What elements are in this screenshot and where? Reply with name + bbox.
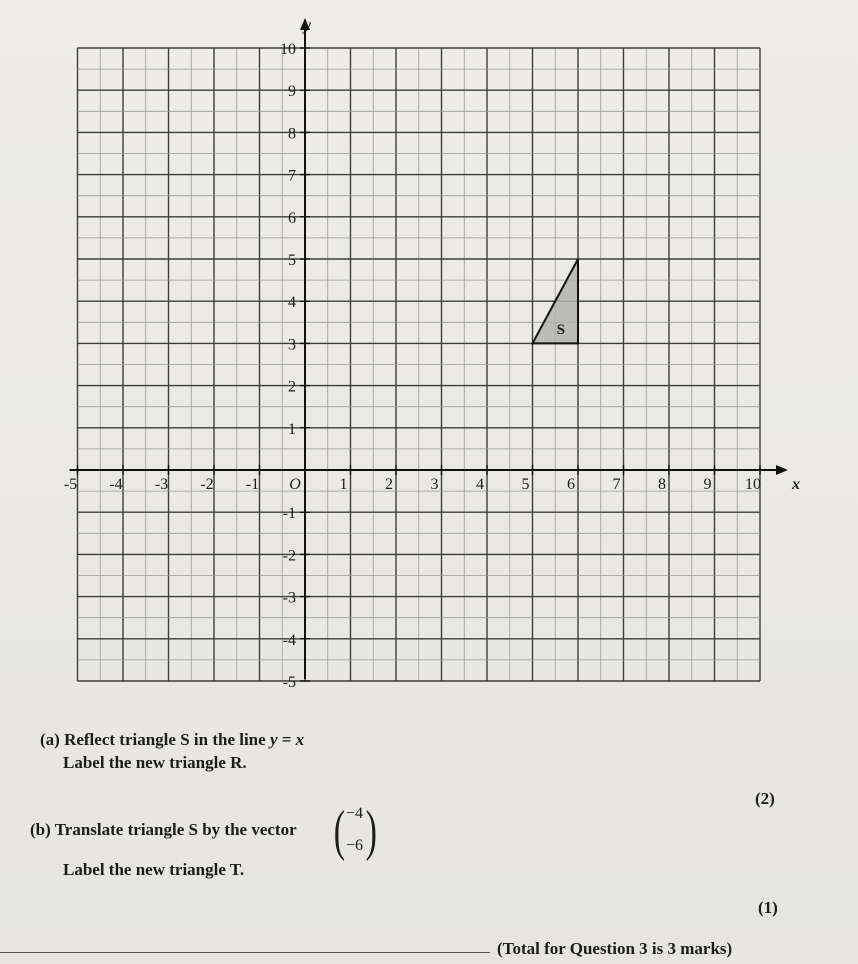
part-a-instruction: Reflect triangle S in the line y = x	[64, 730, 305, 749]
y-tick-label: 10	[280, 41, 296, 58]
x-tick-label: 10	[745, 476, 761, 493]
y-tick-label: 7	[288, 167, 296, 185]
y-tick-label: 6	[288, 209, 296, 227]
part-b-label: (b)	[30, 820, 51, 839]
y-tick-label: 8	[288, 125, 296, 143]
part-b-marks: (1)	[758, 898, 778, 917]
y-tick-label: -5	[282, 674, 296, 691]
vector-right-bracket: )	[365, 800, 377, 862]
part-b-instruction: Translate triangle S by the vector	[54, 820, 297, 839]
part-b-question	[30, 820, 297, 840]
y-tick-label: -2	[282, 547, 296, 565]
x-tick-label: 1	[339, 476, 348, 493]
x-tick-label: 3	[430, 476, 439, 493]
part-a-label-instruction: Label the new triangle R.	[63, 753, 247, 772]
x-tick-label: 9	[703, 476, 712, 493]
part-a-question	[40, 730, 304, 750]
x-axis-label: x	[792, 476, 800, 493]
y-tick-label: 4	[288, 294, 296, 312]
footer-rule	[0, 952, 490, 953]
x-axis-arrow-icon	[776, 465, 788, 475]
x-tick-label: 4	[476, 476, 484, 493]
part-a-label: (a)	[40, 730, 60, 749]
x-tick-label: -2	[200, 476, 214, 493]
y-tick-label: 1	[288, 420, 296, 438]
x-tick-label: 6	[567, 476, 575, 493]
part-b-label-instruction: Label the new triangle T.	[63, 860, 245, 879]
vector-top-value: −4	[346, 805, 364, 822]
x-tick-label: -4	[109, 476, 123, 493]
y-tick-label: -1	[282, 505, 296, 523]
vector-left-bracket: (	[333, 800, 345, 862]
x-tick-label: -3	[154, 476, 169, 493]
x-tick-label: 8	[658, 476, 666, 493]
origin-label: O	[289, 476, 301, 493]
x-tick-label: -5	[63, 476, 78, 493]
vector-bottom-value: −6	[346, 837, 364, 854]
x-tick-label: 2	[385, 476, 393, 493]
question-total: (Total for Question 3 is 3 marks)	[497, 939, 733, 958]
triangle-s-label: S	[556, 321, 566, 338]
y-axis-label: y	[303, 17, 311, 34]
y-tick-label: 2	[288, 378, 296, 396]
x-tick-label: 7	[612, 476, 621, 493]
translation-vector	[333, 800, 380, 863]
y-tick-label: -4	[282, 631, 296, 649]
x-tick-label: -1	[245, 476, 260, 493]
y-tick-label: -3	[282, 589, 296, 607]
y-tick-label: 9	[288, 83, 296, 101]
x-tick-label: 5	[521, 476, 530, 493]
part-a-marks: (2)	[755, 789, 775, 808]
y-tick-label: 3	[288, 336, 296, 354]
y-tick-label: 5	[288, 252, 296, 269]
